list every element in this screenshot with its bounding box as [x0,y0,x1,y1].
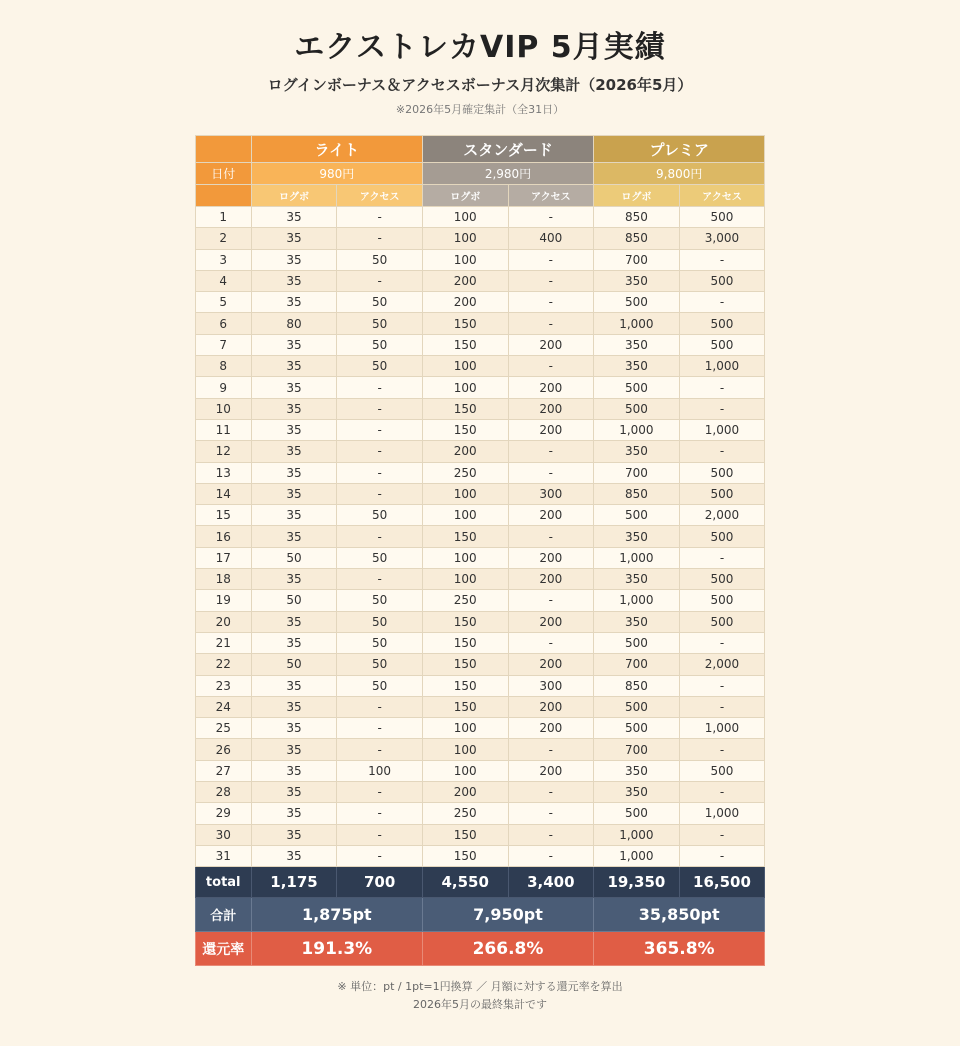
value-cell: 350 [594,441,680,462]
day-cell: 3 [195,249,251,270]
value-cell: 35 [251,526,337,547]
value-cell: 700 [594,249,680,270]
value-cell: 350 [594,611,680,632]
value-cell: - [508,845,594,866]
table-row [195,334,765,355]
total-cell: 3,400 [508,867,594,898]
value-cell: - [679,249,765,270]
value-cell: 35 [251,803,337,824]
day-cell: 4 [195,270,251,291]
rate-label: 還元率 [195,932,251,966]
day-cell: 27 [195,760,251,781]
value-cell: 700 [594,462,680,483]
value-cell: 100 [422,377,508,398]
value-cell: 100 [422,760,508,781]
value-cell: 500 [594,377,680,398]
value-cell: - [508,739,594,760]
value-cell: 35 [251,441,337,462]
table-row [195,313,765,334]
value-cell: - [508,462,594,483]
table-row [195,569,765,590]
value-cell: 80 [251,313,337,334]
value-cell: 50 [337,334,423,355]
value-cell: 35 [251,632,337,653]
value-cell: 150 [422,632,508,653]
value-cell: 35 [251,569,337,590]
bonus-table [195,135,766,966]
table-row [195,462,765,483]
day-column-header: 日付 [195,163,251,185]
sum-cell-standard: 7,950pt [422,898,593,932]
value-cell: 50 [337,547,423,568]
value-cell: 35 [251,292,337,313]
value-cell: - [337,718,423,739]
value-cell: 500 [679,334,765,355]
value-cell: - [337,441,423,462]
value-cell: 500 [679,569,765,590]
table-row [195,590,765,611]
table-row [195,547,765,568]
subheader-access: アクセス [679,185,765,207]
day-cell: 22 [195,654,251,675]
value-cell: - [679,675,765,696]
value-cell: - [508,803,594,824]
value-cell: 35 [251,675,337,696]
value-cell: 1,000 [594,313,680,334]
value-cell: 35 [251,760,337,781]
rate-row [195,932,765,966]
value-cell: - [337,270,423,291]
total-cell: 16,500 [679,867,765,898]
value-cell: 35 [251,696,337,717]
day-cell: 26 [195,739,251,760]
value-cell: - [679,632,765,653]
value-cell: 50 [251,654,337,675]
value-cell: - [337,483,423,504]
corner-cell [195,185,251,207]
value-cell: 1,000 [594,824,680,845]
table-row [195,782,765,803]
value-cell: - [337,462,423,483]
value-cell: 200 [422,782,508,803]
day-cell: 29 [195,803,251,824]
value-cell: 500 [594,718,680,739]
value-cell: - [679,377,765,398]
value-cell: - [337,207,423,228]
total-row [195,867,765,898]
day-cell: 11 [195,419,251,440]
value-cell: - [508,824,594,845]
value-cell: - [508,526,594,547]
table-row [195,292,765,313]
day-cell: 20 [195,611,251,632]
value-cell: 35 [251,845,337,866]
value-cell: 1,000 [594,547,680,568]
day-cell: 21 [195,632,251,653]
value-cell: 500 [679,483,765,504]
day-cell: 31 [195,845,251,866]
value-cell: - [337,803,423,824]
table-row [195,654,765,675]
value-cell: 200 [508,377,594,398]
day-cell: 14 [195,483,251,504]
value-cell: 500 [679,462,765,483]
value-cell: 35 [251,462,337,483]
table-row [195,803,765,824]
value-cell: - [337,526,423,547]
table-row [195,696,765,717]
value-cell: 350 [594,356,680,377]
value-cell: - [337,569,423,590]
value-cell: 200 [508,547,594,568]
table-row [195,419,765,440]
value-cell: 50 [337,611,423,632]
value-cell: 150 [422,824,508,845]
value-cell: 35 [251,249,337,270]
rate-cell-light: 191.3% [251,932,422,966]
day-cell: 5 [195,292,251,313]
value-cell: - [679,739,765,760]
day-cell: 6 [195,313,251,334]
value-cell: 500 [679,611,765,632]
value-cell: 50 [337,654,423,675]
value-cell: 500 [679,313,765,334]
value-cell: 35 [251,739,337,760]
value-cell: 35 [251,398,337,419]
day-cell: 18 [195,569,251,590]
value-cell: 150 [422,611,508,632]
value-cell: 35 [251,505,337,526]
table-row [195,398,765,419]
total-cell: 700 [337,867,423,898]
value-cell: 100 [422,569,508,590]
value-cell: 100 [422,356,508,377]
day-cell: 23 [195,675,251,696]
value-cell: 250 [422,462,508,483]
aggregation-note: ※2026年5月確定集計（全31日） [395,103,565,116]
value-cell: 50 [337,249,423,270]
value-cell: 100 [422,249,508,270]
table-row [195,824,765,845]
value-cell: 50 [337,505,423,526]
day-cell: 16 [195,526,251,547]
value-cell: 50 [337,356,423,377]
total-label: total [195,867,251,898]
value-cell: 500 [594,398,680,419]
table-row [195,207,765,228]
table-row [195,483,765,504]
value-cell: - [508,249,594,270]
value-cell: - [337,228,423,249]
value-cell: - [508,292,594,313]
day-cell: 30 [195,824,251,845]
value-cell: 500 [679,526,765,547]
value-cell: 50 [337,675,423,696]
table-row [195,441,765,462]
value-cell: 35 [251,270,337,291]
table-row [195,632,765,653]
table-row [195,718,765,739]
value-cell: - [508,270,594,291]
value-cell: 150 [422,675,508,696]
day-cell: 13 [195,462,251,483]
value-cell: 150 [422,334,508,355]
value-cell: - [337,782,423,803]
table-row [195,228,765,249]
value-cell: 100 [337,760,423,781]
day-cell: 1 [195,207,251,228]
value-cell: 150 [422,526,508,547]
value-cell: 35 [251,207,337,228]
day-cell: 15 [195,505,251,526]
value-cell: - [337,824,423,845]
value-cell: 350 [594,760,680,781]
value-cell: 100 [422,207,508,228]
table-row [195,611,765,632]
table-row [195,377,765,398]
table-row [195,675,765,696]
value-cell: - [679,292,765,313]
value-cell: 100 [422,483,508,504]
value-cell: - [337,377,423,398]
day-cell: 17 [195,547,251,568]
value-cell: 1,000 [679,718,765,739]
value-cell: 250 [422,803,508,824]
value-cell: 50 [337,632,423,653]
value-cell: 1,000 [679,419,765,440]
value-cell: 200 [508,718,594,739]
value-cell: 200 [422,441,508,462]
value-cell: 200 [508,334,594,355]
table-row [195,270,765,291]
value-cell: 100 [422,739,508,760]
value-cell: 200 [508,760,594,781]
subheader-login: ログボ [594,185,680,207]
day-cell: 19 [195,590,251,611]
total-cell: 19,350 [594,867,680,898]
value-cell: 350 [594,782,680,803]
value-cell: 350 [594,569,680,590]
value-cell: 35 [251,419,337,440]
plan-price-light: 980円 [251,163,422,185]
value-cell: - [508,782,594,803]
value-cell: 100 [422,228,508,249]
value-cell: - [679,824,765,845]
footer-note: ※ 単位：pt / 1pt=1円換算 ／ 月額に対する還元率を算出 [337,980,623,994]
value-cell: 200 [508,419,594,440]
value-cell: 2,000 [679,505,765,526]
value-cell: - [679,441,765,462]
sum-row [195,898,765,932]
value-cell: 500 [679,207,765,228]
value-cell: 200 [508,696,594,717]
value-cell: 200 [508,398,594,419]
subheader-login: ログボ [251,185,337,207]
value-cell: 200 [508,569,594,590]
value-cell: 850 [594,228,680,249]
value-cell: - [508,590,594,611]
value-cell: 500 [594,292,680,313]
value-cell: - [679,782,765,803]
value-cell: 50 [337,292,423,313]
day-cell: 24 [195,696,251,717]
value-cell: 700 [594,739,680,760]
value-cell: - [337,398,423,419]
value-cell: 150 [422,696,508,717]
value-cell: 35 [251,334,337,355]
value-cell: 200 [508,505,594,526]
sum-label: 合計 [195,898,251,932]
day-cell: 25 [195,718,251,739]
value-cell: - [337,419,423,440]
day-cell: 28 [195,782,251,803]
table-row [195,356,765,377]
value-cell: - [679,398,765,419]
value-cell: 35 [251,718,337,739]
total-cell: 1,175 [251,867,337,898]
value-cell: - [679,696,765,717]
value-cell: 200 [422,292,508,313]
corner-cell [195,136,251,163]
value-cell: 250 [422,590,508,611]
value-cell: 500 [679,590,765,611]
value-cell: 200 [508,654,594,675]
value-cell: 400 [508,228,594,249]
value-cell: 150 [422,313,508,334]
value-cell: - [337,739,423,760]
day-cell: 2 [195,228,251,249]
footer [0,978,960,1014]
table-row [195,526,765,547]
value-cell: - [679,547,765,568]
table-row [195,760,765,781]
rate-cell-premier: 365.8% [594,932,765,966]
day-cell: 8 [195,356,251,377]
value-cell: 850 [594,483,680,504]
value-cell: 150 [422,419,508,440]
value-cell: - [508,356,594,377]
value-cell: 500 [594,803,680,824]
value-cell: 150 [422,845,508,866]
plan-name-premier: プレミア [594,136,765,163]
value-cell: 1,000 [679,356,765,377]
subheader-login: ログボ [422,185,508,207]
value-cell: 35 [251,824,337,845]
day-cell: 12 [195,441,251,462]
subheader-access: アクセス [508,185,594,207]
value-cell: - [508,441,594,462]
value-cell: 100 [422,547,508,568]
sum-cell-premier: 35,850pt [594,898,765,932]
total-cell: 4,550 [422,867,508,898]
plan-price-standard: 2,980円 [422,163,593,185]
value-cell: - [337,696,423,717]
value-cell: 35 [251,377,337,398]
value-cell: 2,000 [679,654,765,675]
value-cell: - [508,632,594,653]
daily-rows [195,207,765,867]
table-row [195,249,765,270]
value-cell: 350 [594,334,680,355]
value-cell: 500 [679,760,765,781]
value-cell: 150 [422,398,508,419]
value-cell: 100 [422,718,508,739]
value-cell: 350 [594,270,680,291]
value-cell: 35 [251,356,337,377]
page-subtitle: ログインボーナス＆アクセスボーナス月次集計（2026年5月） [267,76,693,94]
table-row [195,739,765,760]
value-cell: 350 [594,526,680,547]
rate-cell-standard: 266.8% [422,932,593,966]
plan-name-light: ライト [251,136,422,163]
value-cell: - [508,207,594,228]
value-cell: 500 [594,632,680,653]
value-cell: 1,000 [594,590,680,611]
value-cell: 100 [422,505,508,526]
sum-cell-light: 1,875pt [251,898,422,932]
value-cell: 850 [594,207,680,228]
value-cell: 35 [251,782,337,803]
value-cell: 200 [508,611,594,632]
value-cell: 50 [251,547,337,568]
value-cell: 700 [594,654,680,675]
value-cell: 35 [251,483,337,504]
value-cell: 500 [594,505,680,526]
plan-price-premier: 9,800円 [594,163,765,185]
value-cell: 1,000 [679,803,765,824]
table-row [195,845,765,866]
page-title: エクストレカVIP 5月実績 [294,30,666,65]
value-cell: 850 [594,675,680,696]
value-cell: 50 [337,590,423,611]
value-cell: 300 [508,675,594,696]
value-cell: 3,000 [679,228,765,249]
value-cell: - [679,845,765,866]
day-cell: 10 [195,398,251,419]
value-cell: 300 [508,483,594,504]
value-cell: 35 [251,611,337,632]
value-cell: - [508,313,594,334]
value-cell: 200 [422,270,508,291]
value-cell: 50 [337,313,423,334]
value-cell: 35 [251,228,337,249]
value-cell: - [337,845,423,866]
plan-name-standard: スタンダード [422,136,593,163]
footer-status: 2026年5月の最終集計です [413,998,547,1012]
day-cell: 7 [195,334,251,355]
day-cell: 9 [195,377,251,398]
value-cell: 150 [422,654,508,675]
subheader-access: アクセス [337,185,423,207]
value-cell: 500 [594,696,680,717]
value-cell: 1,000 [594,419,680,440]
value-cell: 500 [679,270,765,291]
value-cell: 50 [251,590,337,611]
value-cell: 1,000 [594,845,680,866]
table-row [195,505,765,526]
